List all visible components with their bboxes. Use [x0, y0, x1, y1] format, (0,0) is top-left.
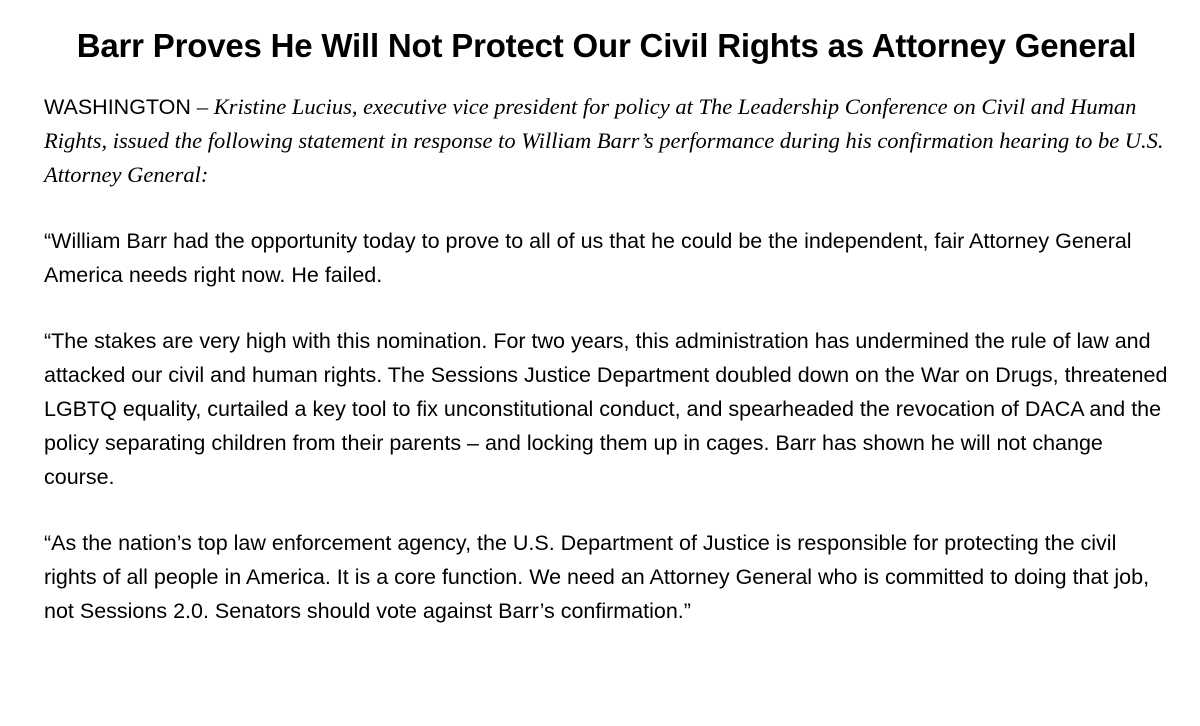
statement-paragraph-1: “William Barr had the opportunity today to prove to all of us that he could be the independent, fair Attorney General America needs right now. He failed. — [44, 229, 1132, 287]
dateline: WASHINGTON — [44, 95, 191, 119]
statement-title: Barr Proves He Will Not Protect Our Civil Rights as Attorney General — [76, 27, 1137, 64]
statement-paragraph-2: “The stakes are very high with this nomination. For two years, this administration has undermined the rule of law and attacked our civil and human rights. The Sessions Justice Department doubled down on the War on Drugs, threatened LGBTQ equality, curtailed a key tool to fix unconstitutional conduct, and spearheaded the revocation of DACA and the policy separating children from their parents – and locking them up in cages. Barr has shown he will not change course. — [44, 329, 1168, 489]
statement-paragraph-3: “As the nation’s top law enforcement agency, the U.S. Department of Justice is responsible for protecting the civil rights of all people in America. It is a core function. We need an Attorney General who is committed to doing that job, not Sessions 2.0. Senators should vote against Barr’s confirmation.” — [44, 531, 1150, 623]
intro-text: – Kristine Lucius, executive vice president for policy at The Leadership Conference on Civil and Human Rights, issued the following statement in response to William Barr’s performance during his confirmation hearing to be U.S. Attorney General: — [44, 94, 1164, 187]
statement-document — [44, 24, 1169, 660]
intro-paragraph — [44, 90, 1169, 192]
